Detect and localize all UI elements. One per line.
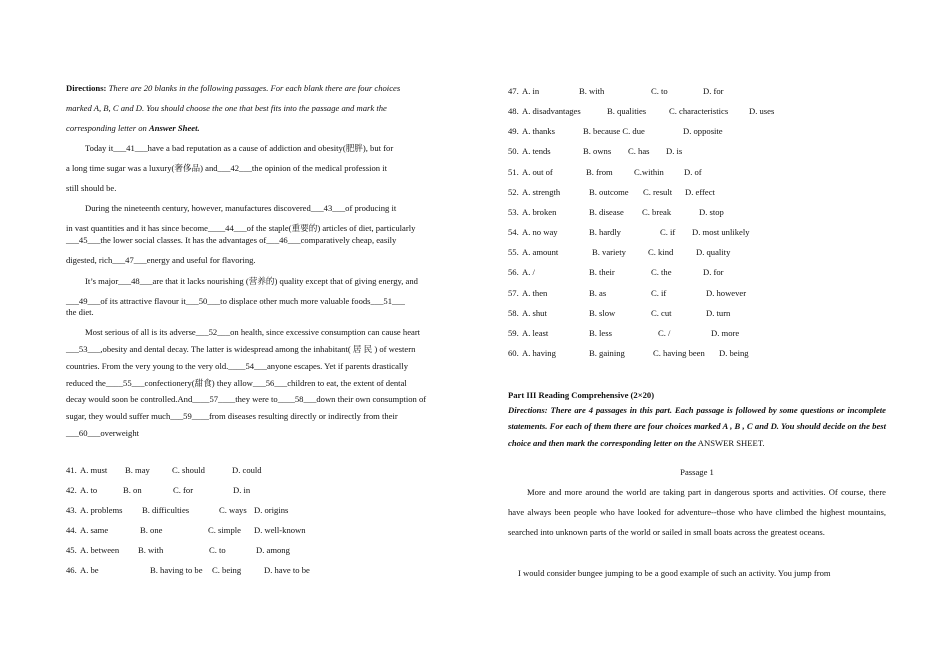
question-number: 49.: [508, 126, 519, 137]
question-number: 58.: [508, 307, 519, 318]
choice-d: D. however: [706, 287, 747, 298]
choice-d: D. is: [666, 146, 683, 157]
passage-line: ___45___the lower social classes. It has the advantages of___46___comparatively cheap, easily: [66, 235, 397, 245]
choice-b: B. from: [586, 166, 613, 177]
passage-line: ___60___overweight: [66, 428, 140, 438]
choice-d: D. origins: [254, 505, 289, 515]
choice-c: C. being: [212, 565, 242, 575]
choice-b: B. their: [589, 267, 615, 278]
choice-a: A. shut: [522, 307, 547, 318]
choice-c: C. if: [651, 287, 667, 298]
passage-line: sugar, they would suffer much___59____from diseases resulting directly or indirectly from their: [66, 411, 398, 421]
choice-a: A. problems: [80, 505, 123, 515]
choice-a: A. same: [80, 525, 109, 535]
directions-text-3: corresponding letter on: [66, 123, 149, 133]
question-number: 53.: [508, 206, 519, 217]
question-number: 54.: [508, 227, 519, 238]
question-number: 45.: [66, 545, 77, 555]
choice-d: D. among: [256, 545, 290, 555]
choice-b: B. outcome: [589, 186, 629, 197]
choice-b: B. slow: [589, 307, 616, 318]
question-number: 48.: [508, 106, 519, 117]
choice-d: D. being: [719, 347, 749, 358]
choice-a: A. disadvantages: [522, 106, 581, 117]
passage-line: still should be.: [66, 183, 117, 193]
passage-line: decay would soon be controlled.And____57____they were to____58___down their own consumption of: [66, 394, 427, 404]
question-number: 44.: [66, 525, 77, 535]
question-number: 51.: [508, 166, 519, 177]
directions-text-1: There are 20 blanks in the following passages. For each blank there are four choices: [108, 83, 401, 93]
choice-c: C. result: [643, 186, 673, 197]
passage-line: ___53___,obesity and dental decay. The latter is widespread among the inhabitant( 居 民 ) of western: [66, 344, 416, 354]
choice-a: A. must: [80, 465, 108, 475]
choice-c: C. to: [651, 86, 668, 96]
choice-a: A. out of: [522, 166, 553, 177]
passage-paragraph-1: More and more around the world are taking part in dangerous sports and activities. Of course, there have always been people who have looked for adventure--those who have climbed the highest mountains, searched into unknown parts of the world or sailed in small boats across the greatest oceans.: [508, 487, 886, 538]
part3-directions-tail: ANSWER SHEET.: [696, 437, 765, 448]
question-number: 55.: [508, 247, 519, 258]
choice-a: A. in: [522, 86, 540, 96]
choice-c: C. kind: [648, 247, 674, 258]
choice-d: D. turn: [706, 307, 731, 318]
choice-d: D. for: [703, 86, 724, 96]
passage-line: in vast quantities and it has since become____44___of the staple(重要的) articles of diet, particularly: [66, 223, 416, 233]
part3-directions-bold: Directions: There are 4 passages in this part. Each passage is followed by some questions or incomplete statements. For each of them there are four choices marked A , B , C and D. You should decide on the best choice and then mark the corresponding letter on the: [508, 405, 886, 448]
choice-d: D. quality: [696, 247, 731, 258]
question-number: 50.: [508, 146, 519, 157]
choice-a: A. least: [522, 327, 549, 338]
passage-line: a long time sugar was a luxury(奢侈品) and___42___the opinion of the medical profession it: [66, 163, 388, 173]
question-number: 59.: [508, 327, 519, 338]
choice-b: B. hardly: [589, 227, 621, 238]
choice-a: A. having: [522, 347, 556, 358]
choice-c: C. the: [651, 267, 672, 278]
choice-b: B. because C. due: [583, 126, 645, 137]
passage-line: During the nineteenth century, however, manufactures discovered___43___of producing it: [85, 203, 397, 213]
choice-a: A. amount: [522, 247, 559, 258]
passage-title: Passage 1: [680, 467, 714, 477]
choice-a: A. to: [80, 485, 98, 495]
choice-c: C. if: [660, 227, 676, 238]
passage-line: Most serious of all is its adverse___52___on health, since excessive consumption can cause heart: [85, 327, 421, 337]
passage-line: countries. From the very young to the very old.____54___anyone escapes. Yet if parents drastically: [66, 361, 409, 371]
choice-d: D. stop: [699, 206, 724, 217]
choice-d: D. more: [711, 327, 740, 338]
choice-b: B. may: [125, 465, 150, 475]
directions-line-1: [66, 83, 400, 94]
choice-b: B. having to be: [150, 565, 203, 575]
choice-c: C. simple: [208, 525, 241, 535]
choice-b: B. disease: [589, 206, 624, 217]
choice-b: B. one: [140, 525, 163, 535]
question-number: 41.: [66, 465, 77, 475]
choice-b: B. owns: [583, 146, 612, 157]
question-number: 46.: [66, 565, 77, 575]
question-number: 43.: [66, 505, 77, 515]
question-number: 47.: [508, 86, 519, 96]
choice-b: B. variety: [592, 247, 626, 258]
question-number: 56.: [508, 267, 519, 278]
directions-label: Directions:: [66, 83, 107, 93]
choice-a: A. thanks: [522, 126, 555, 137]
choice-a: A. no way: [522, 227, 558, 238]
question-number: 60.: [508, 347, 519, 358]
directions-line-2: marked A, B, C and D. You should choose the one that best fits into the passage and mark the: [66, 103, 387, 113]
choice-a: A. strength: [522, 186, 561, 197]
question-number: 57.: [508, 287, 519, 298]
choice-b: B. less: [589, 327, 612, 338]
choice-d: D. opposite: [683, 126, 723, 137]
choice-c: C. /: [658, 327, 671, 338]
passage-line: digested, rich___47___energy and useful for flavoring.: [66, 255, 256, 265]
passage-line: ___49___of its attractive flavour it___50___to displace other much more valuable foods___51___: [66, 296, 405, 306]
choice-c: C.within: [634, 166, 664, 177]
choice-d: D. uses: [749, 106, 775, 117]
part3-title: Part III Reading Comprehensive (2×20): [508, 390, 655, 400]
answer-sheet-label: Answer Sheet.: [148, 123, 200, 133]
choice-c: C. cut: [651, 307, 672, 318]
passage-paragraph-2: I would consider bungee jumping to be a good example of such an activity. You jump from: [518, 568, 831, 578]
choice-c: C. break: [642, 206, 672, 217]
choice-b: B. as: [589, 287, 607, 298]
choice-a: A. tends: [522, 146, 551, 157]
choice-b: B. on: [123, 485, 142, 495]
choice-b: B. with: [138, 545, 164, 555]
choice-c: C. should: [172, 465, 205, 475]
choice-c: C. for: [173, 485, 194, 495]
choice-d: D. effect: [685, 186, 715, 197]
choice-b: B. difficulties: [142, 505, 190, 515]
choice-b: B. gaining: [589, 347, 625, 358]
passage-line: It’s major___48___are that it lacks nourishing (营养的) quality except that of giving energy, and: [85, 276, 418, 286]
choice-b: B. qualities: [607, 106, 647, 117]
choice-c: C. has: [628, 146, 650, 157]
choice-d: D. have to be: [264, 565, 310, 575]
choice-d: D. of: [684, 166, 702, 177]
choice-c: C. ways: [219, 505, 247, 515]
part3-directions: [508, 402, 886, 451]
directions-line-3: [66, 123, 200, 134]
choice-a: A. be: [80, 565, 99, 575]
choice-a: A. /: [522, 267, 535, 278]
question-number: 52.: [508, 186, 519, 197]
passage-line: Today it___41___have a bad reputation as a cause of addiction and obesity(肥胖), but for: [85, 143, 394, 153]
choice-d: D. could: [232, 465, 262, 475]
passage-line: the diet.: [66, 307, 94, 317]
choice-c: C. having been: [653, 347, 705, 358]
choice-a: A. then: [522, 287, 548, 298]
choice-c: C. characteristics: [669, 106, 729, 117]
choice-a: A. between: [80, 545, 120, 555]
choice-d: D. in: [233, 485, 251, 495]
choice-a: A. broken: [522, 206, 557, 217]
choice-c: C. to: [209, 545, 226, 555]
passage-line: reduced the____55___confectionery(甜食) they allow___56___children to eat, the extent of dental: [66, 378, 407, 388]
choice-d: D. well-known: [254, 525, 306, 535]
question-number: 42.: [66, 485, 77, 495]
choice-d: D. for: [703, 267, 724, 278]
choice-d: D. most unlikely: [692, 227, 750, 238]
choice-b: B. with: [579, 86, 605, 96]
